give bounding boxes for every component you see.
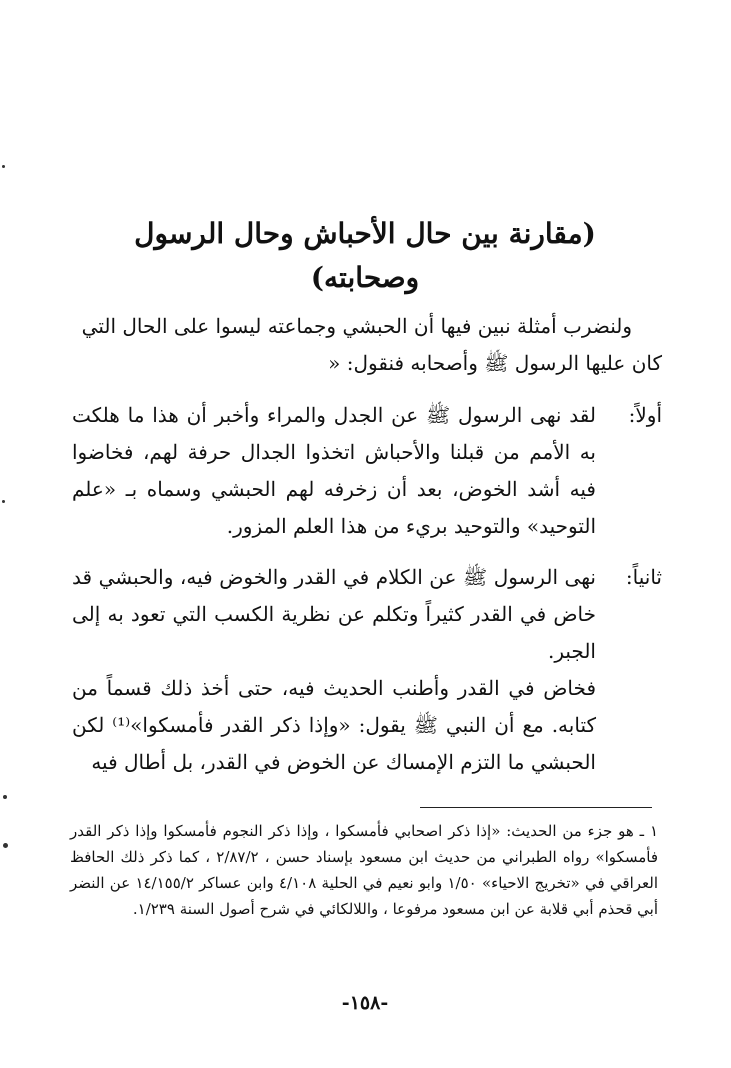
second-point — [72, 559, 662, 781]
page-number: -١٥٨- — [341, 992, 389, 1014]
first-point-item — [72, 397, 662, 545]
second-point-text: نهى الرسول ﷺ عن الكلام في القدر والخوض فيه، والحبشي قد خاض في القدر كثيراً وتكلم عن نظرية الكسب التي تعود به إلى الجبر. — [72, 565, 596, 663]
scan-speck — [3, 843, 8, 848]
intro-paragraph — [72, 308, 662, 382]
first-point — [72, 397, 662, 545]
second-point-continuation: فخاض في القدر وأطنب الحديث فيه، حتى أخذ ذلك قسماً من كتابه. مع أن النبي ﷺ يقول: «وإذا ذكر القدر فأمسكوا»⁽¹⁾ لكن الحبشي ما التزم الإمساك عن الخوض في القدر، بل أطال فيه — [72, 676, 596, 774]
second-point-label: ثانياً: — [625, 565, 662, 589]
intro-line-2: كان عليها الرسول ﷺ وأصحابه فنقول: « — [328, 351, 662, 375]
intro-line-1: ولنضرب أمثلة نبين فيها أن الحبشي وجماعته ليسوا على الحال التي — [81, 314, 632, 338]
section-title: (مقارنة بين حال الأحباش وحال الرسول وصحابته) — [134, 217, 596, 294]
scan-speck — [2, 500, 5, 503]
first-point-text: لقد نهى الرسول ﷺ عن الجدل والمراء وأخبر أن هذا ما هلكت به الأمم من قبلنا والأحباش اتخذوا الجدال حرفة لهم، فخاضوا فيه أشد الخوض، بعد أن زخرفه لهم الحبشي وسماه بـ «علم التوحيد» والتوحيد بريء من هذا العلم المزور. — [72, 403, 597, 538]
first-point-label: أولاً: — [628, 403, 662, 427]
scan-speck — [2, 165, 5, 168]
footnote-divider — [420, 807, 652, 808]
scan-speck — [3, 795, 7, 799]
second-point-item — [72, 559, 662, 781]
footnote: ١ ـ هو جزء من الحديث: «إذا ذكر اصحابي فأمسكوا ، وإذا ذكر النجوم فأمسكوا وإذا ذكر القدر فأمسكوا» رواه الطبراني من حديث ابن مسعود بإسناد حسن ، ٢/٨٧/٢ ، كما ذكر ذلك الحافظ العراقي في «تخريج الاحياء» ١/٥٠ وابو نعيم في الحلية ٤/١٠٨ وابن عساكر ١٤/١٥٥/٢ عن النضر أبي قحذم أبي قلابة عن ابن مسعود مرفوعا ، واللالكائي في شرح أصول السنة ١/٢٣٩. — [70, 822, 658, 918]
